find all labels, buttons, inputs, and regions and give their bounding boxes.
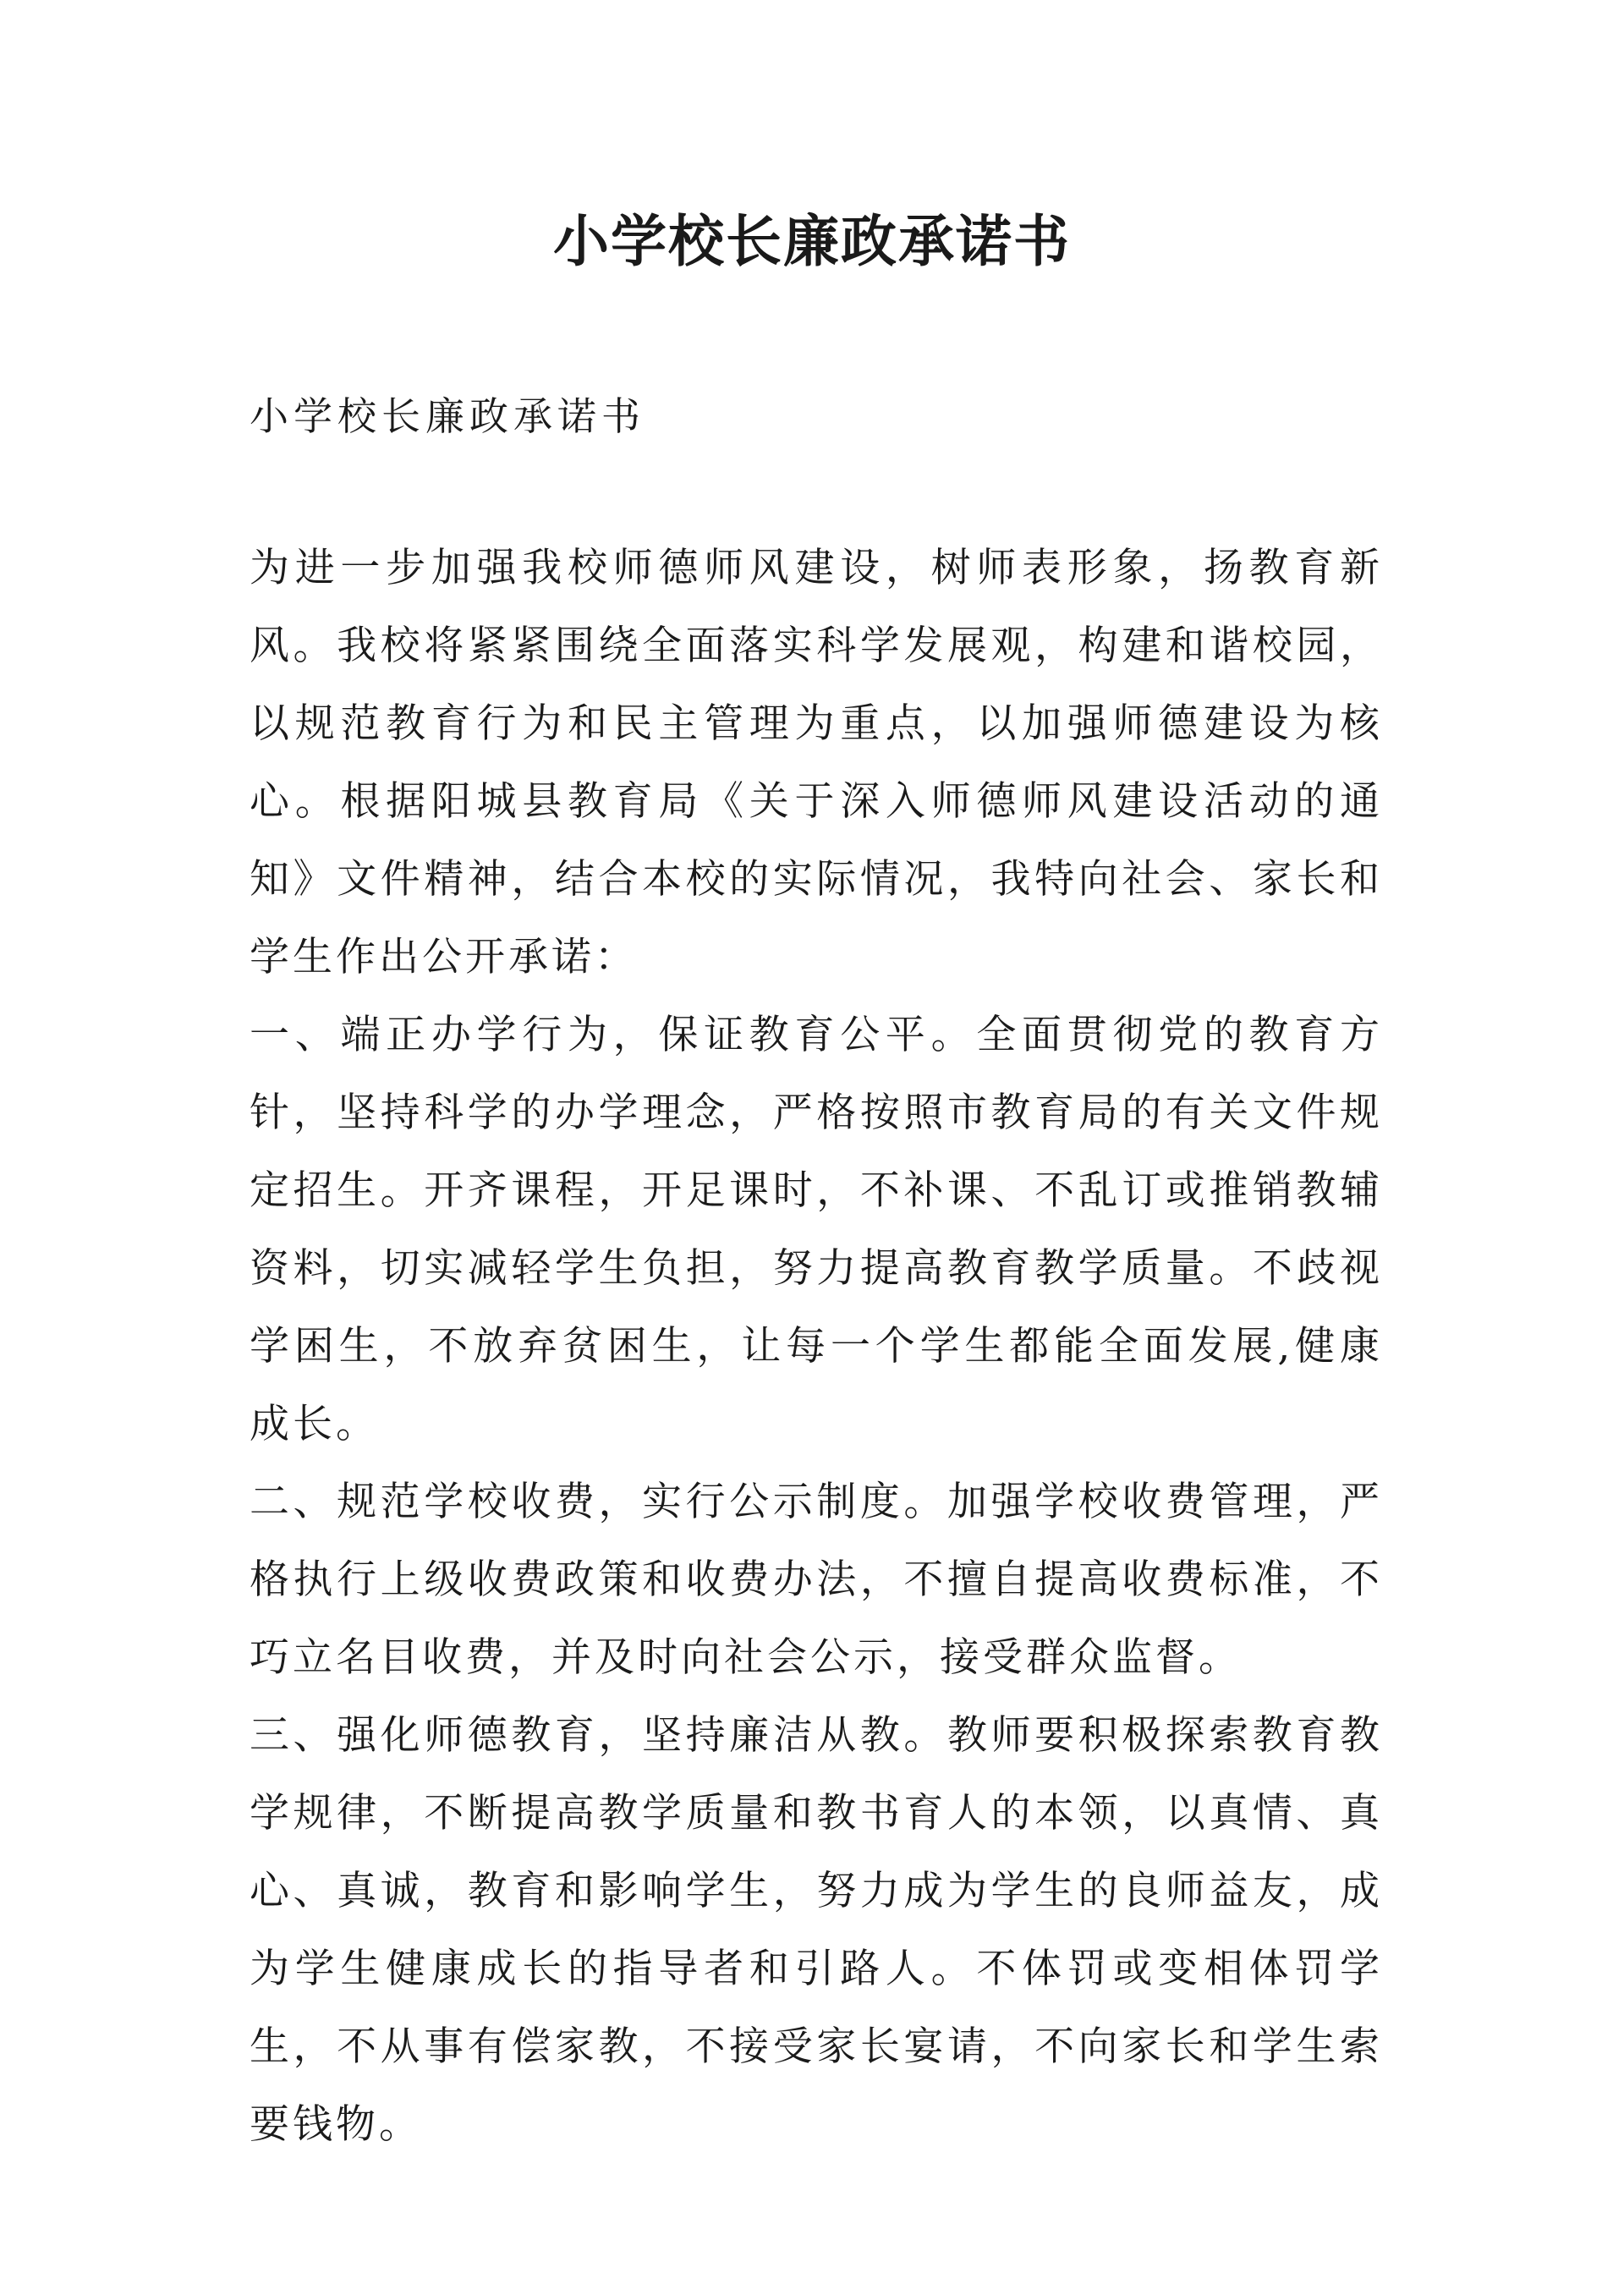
document-subtitle: 小学校长廉政承诺书 bbox=[250, 393, 645, 439]
document-body bbox=[250, 530, 1383, 2164]
paragraph-intro: 为进一步加强我校师德师风建设，树师表形象，扬教育新风。我校将紧紧围绕全面落实科学发展观，构建和谐校园，以规范教育行为和民主管理为重点，以加强师德建设为核心。根据阳城县教育局《关于深入师德师风建设活动的通知》文件精神，结合本校的实际情况，我特向社会、家长和学生作出公开承诺： bbox=[250, 545, 1383, 980]
document-title: 小学校长廉政承诺书 bbox=[553, 208, 1071, 274]
paragraph-item-2: 二、规范学校收费，实行公示制度。加强学校收费管理，严格执行上级收费政策和收费办法，不擅自提高收费标准，不巧立名目收费，并及时向社会公示，接受群众监督。 bbox=[250, 1479, 1383, 1681]
paragraph-item-1: 一、端正办学行为，保证教育公平。全面贯彻党的教育方针，坚持科学的办学理念，严格按照市教育局的有关文件规定招生。开齐课程，开足课时，不补课、不乱订或推销教辅资料，切实减轻学生负担，努力提高教育教学质量。不歧视学困生，不放弃贫困生，让每一个学生都能全面发展,健康成长。 bbox=[250, 1012, 1383, 1447]
paragraph-item-3: 三、强化师德教育，坚持廉洁从教。教师要积极探索教育教学规律，不断提高教学质量和教书育人的本领，以真情、真心、真诚，教育和影响学生，努力成为学生的良师益友，成为学生健康成长的指导者和引路人。不体罚或变相体罚学生，不从事有偿家教，不接受家长宴请，不向家长和学生索要钱物。 bbox=[250, 1712, 1383, 2148]
